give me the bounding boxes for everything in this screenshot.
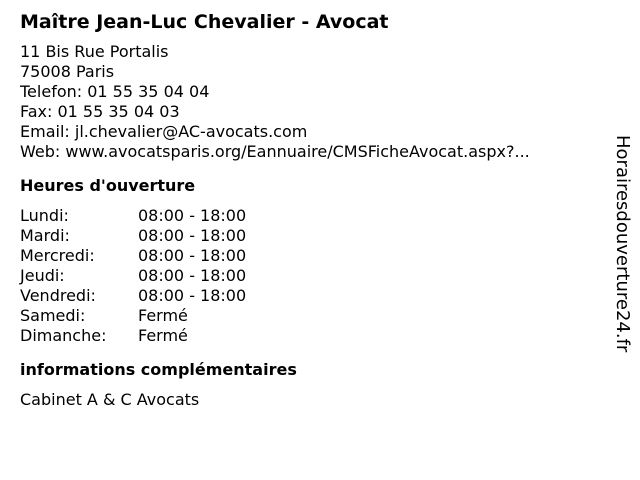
extra-info-heading: informations complémentaires — [20, 360, 297, 379]
email-line: Email: jl.chevalier@AC-avocats.com — [20, 122, 308, 141]
hours-heading: Heures d'ouverture — [20, 176, 196, 195]
fax-line: Fax: 01 55 35 04 03 — [20, 102, 180, 121]
web-line: Web: www.avocatsparis.org/Eannuaire/CMSFicheAvocat.aspx?... — [20, 142, 530, 161]
hours-time: 08:00 - 18:00 — [138, 246, 247, 265]
address-city: 75008 Paris — [20, 62, 115, 81]
phone-line: Telefon: 01 55 35 04 04 — [20, 82, 210, 101]
extra-info-text: Cabinet A & C Avocats — [20, 390, 200, 409]
hours-day: Vendredi: — [20, 286, 96, 305]
hours-time: 08:00 - 18:00 — [138, 226, 247, 245]
hours-day: Lundi: — [20, 206, 69, 225]
business-card — [20, 10, 600, 410]
hours-day: Jeudi: — [20, 266, 65, 285]
page-title: Maître Jean-Luc Chevalier - Avocat — [20, 11, 389, 33]
hours-row-monday — [20, 206, 600, 226]
hours-day: Dimanche: — [20, 326, 107, 345]
hours-row-tuesday — [20, 226, 600, 246]
site-watermark: Horairesdouverture24.fr — [612, 135, 633, 353]
hours-row-thursday — [20, 266, 600, 286]
hours-day: Mercredi: — [20, 246, 95, 265]
hours-table — [20, 206, 600, 346]
address-street: 11 Bis Rue Portalis — [20, 42, 169, 61]
hours-row-sunday — [20, 326, 600, 346]
hours-time: 08:00 - 18:00 — [138, 286, 247, 305]
hours-row-friday — [20, 286, 600, 306]
hours-row-wednesday — [20, 246, 600, 266]
hours-time: Fermé — [138, 306, 188, 325]
hours-day: Samedi: — [20, 306, 86, 325]
hours-row-saturday — [20, 306, 600, 326]
contact-block — [20, 42, 600, 162]
hours-time: 08:00 - 18:00 — [138, 266, 247, 285]
hours-time: 08:00 - 18:00 — [138, 206, 247, 225]
hours-day: Mardi: — [20, 226, 70, 245]
hours-time: Fermé — [138, 326, 188, 345]
